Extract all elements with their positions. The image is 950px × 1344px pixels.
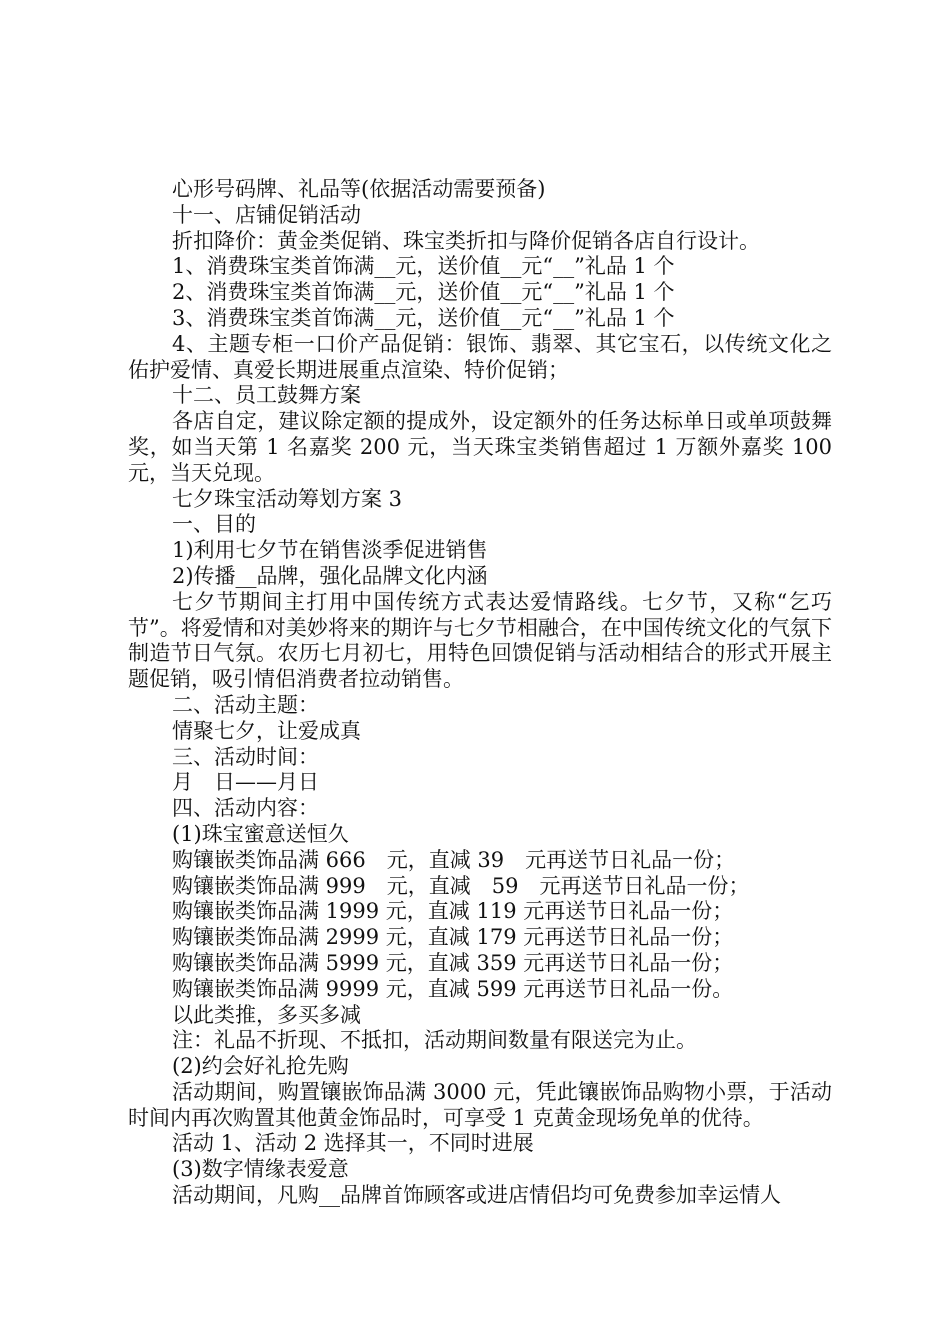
section-heading: 二、活动主题： [172,692,319,717]
sub-heading: (3)数字情缘表爱意 [172,1157,349,1182]
paragraph: 月 日——月日 [172,770,319,795]
paragraph: 各店自定，建议除定额的提成外，设定额外的任务达标单日或单项鼓舞奖，如当天第 1 名嘉奖 200 元，当天珠宝类销售超过 1 万额外嘉奖 100 元，当天兑现。 [128,409,832,485]
note: 注：礼品不折现、不抵扣，活动期间数量有限送完为止。 [172,1028,697,1053]
paragraph: 活动期间，购置镶嵌饰品满 3000 元，凭此镶嵌饰品购物小票，于活动时间内再次购置其他黄金饰品时，可享受 1 克黄金现场免单的优待。 [128,1079,832,1130]
paragraph: 活动期间，凡购__品牌首饰顾客或进店情侣均可免费参加幸运情人 [172,1183,781,1208]
document-body [128,177,832,1209]
list-item: 购镶嵌类饰品满 666 元，直减 39 元再送节日礼品一份； [172,847,736,872]
paragraph: 情聚七夕，让爱成真 [172,718,361,743]
sub-heading: (2)约会好礼抢先购 [172,1054,349,1079]
paragraph: 折扣降价：黄金类促销、珠宝类折扣与降价促销各店自行设计。 [172,228,760,253]
list-item: 购镶嵌类饰品满 999 元，直减 59 元再送节日礼品一份； [172,873,750,898]
section-heading: 一、目的 [172,512,256,537]
list-item: 购镶嵌类饰品满 9999 元，直减 599 元再送节日礼品一份。 [172,976,734,1001]
list-item: 1、消费珠宝类首饰满__元，送价值__元“__”礼品 1 个 [172,254,675,279]
list-item: 3、消费珠宝类首饰满__元，送价值__元“__”礼品 1 个 [172,305,675,330]
section-heading: 三、活动时间： [172,744,319,769]
list-item: 1)利用七夕节在销售淡季促进销售 [172,538,488,563]
section-heading: 十一、店铺促销活动 [172,202,361,227]
list-item: 4、主题专柜一口价产品促销：银饰、翡翠、其它宝石，以传统文化之佑护爱情、真爱长期进展重点渲染、特价促销； [128,331,832,382]
paragraph: 心形号码牌、礼品等(依据活动需要预备) [172,177,546,201]
list-item: 2)传播__品牌，强化品牌文化内涵 [172,563,488,588]
section-heading: 四、活动内容： [172,796,319,821]
section-heading: 十二、员工鼓舞方案 [172,383,361,408]
list-item: 购镶嵌类饰品满 2999 元，直减 179 元再送节日礼品一份； [172,925,734,950]
paragraph: 以此类推，多买多减 [172,1002,361,1027]
document-title: 七夕珠宝活动筹划方案 3 [172,486,403,511]
paragraph: 七夕节期间主打用中国传统方式表达爱情路线。七夕节，又称“乞巧节”。将爱情和对美妙将来的期许与七夕节相融合，在中国传统文化的气氛下制造节日气氛。农历七月初七，用特色回馈促销与活动相结合的形式开展主题促销，吸引情侣消费者拉动销售。 [128,589,832,692]
list-item: 购镶嵌类饰品满 5999 元，直减 359 元再送节日礼品一份； [172,950,734,975]
paragraph: 活动 1、活动 2 选择其一，不同时进展 [172,1131,534,1156]
sub-heading: (1)珠宝蜜意送恒久 [172,821,349,846]
list-item: 2、消费珠宝类首饰满__元，送价值__元“__”礼品 1 个 [172,280,675,305]
list-item: 购镶嵌类饰品满 1999 元，直减 119 元再送节日礼品一份； [172,899,734,924]
